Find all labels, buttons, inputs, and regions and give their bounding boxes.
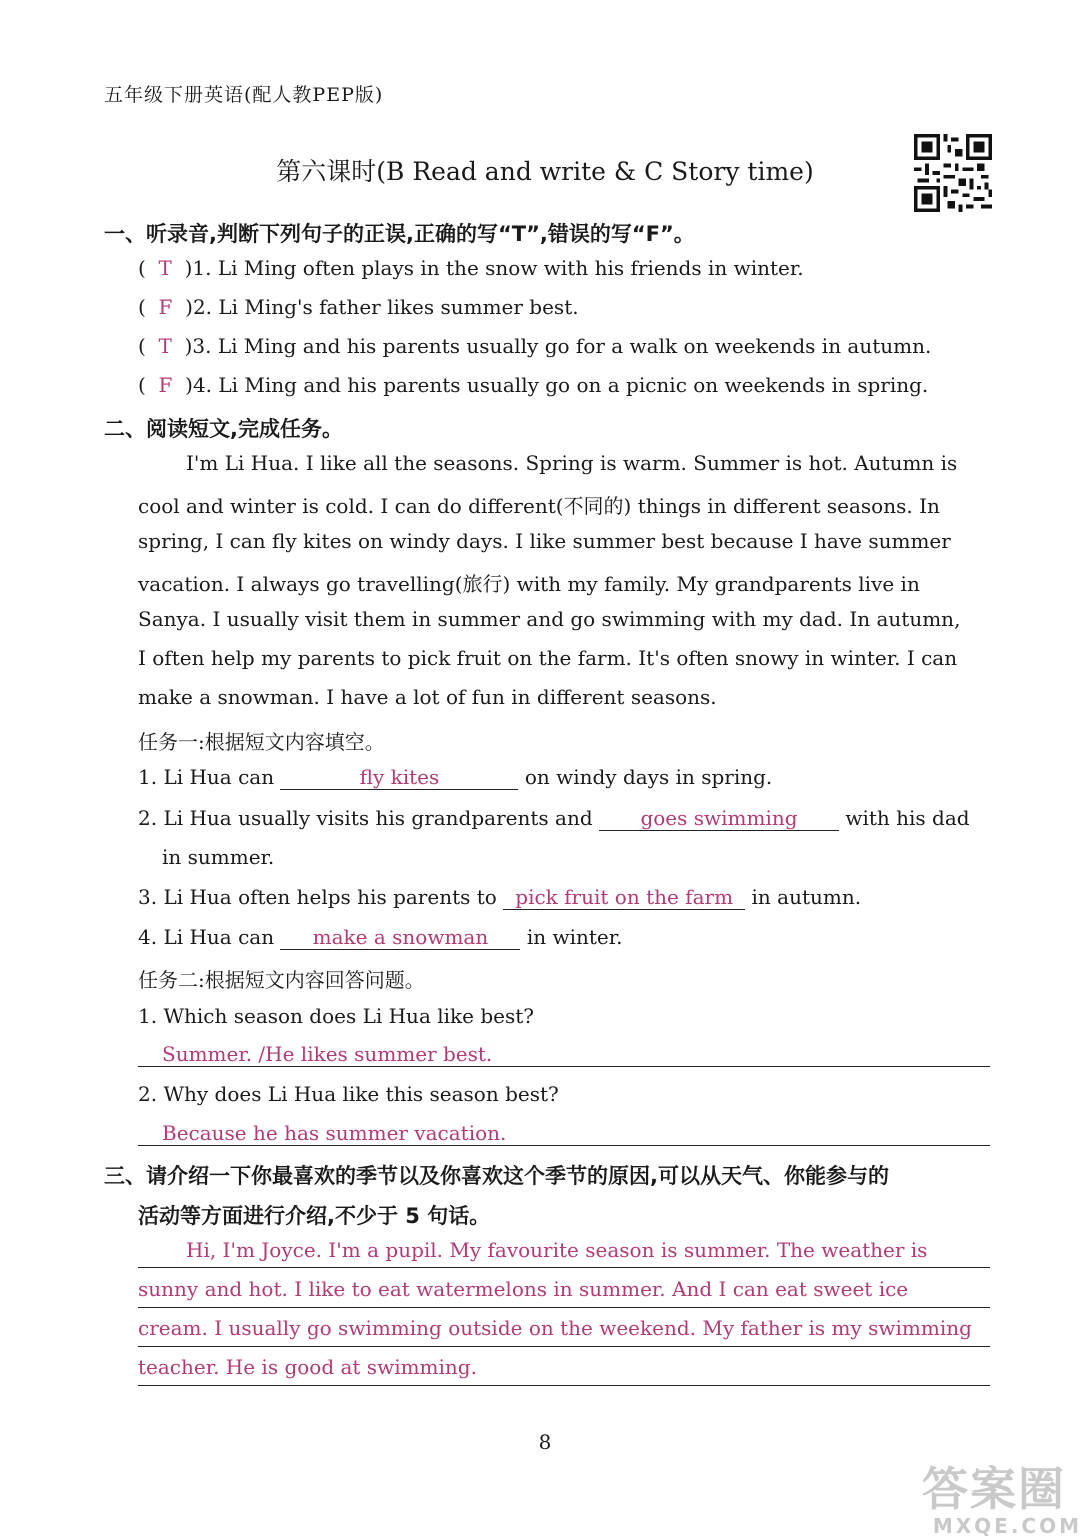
passage-line: I'm Li Hua. I like all the seasons. Spring is warm. Summer is hot. Autumn is [186, 451, 958, 475]
task-2-heading: 任务二:根据短文内容回答问题。 [138, 968, 425, 992]
composition-line: Hi, I'm Joyce. I'm a pupil. My favourite season is summer. The weather is [138, 1238, 990, 1268]
fill-question-2-cont: in summer. [162, 845, 275, 869]
fill-answer-4: make a snowman [280, 925, 520, 950]
passage-line: vacation. I always go travelling(旅行) with my family. My grandparents live in [138, 572, 920, 596]
answer-line-2: Because he has summer vacation. [138, 1121, 990, 1146]
fill-question-2: 2. Li Hua usually visits his grandparents and goes swimming with his dad [138, 806, 970, 830]
tf-item-4: ( F )4. Li Ming and his parents usually go on a picnic on weekends in spring. [138, 373, 929, 397]
reading-passage [138, 451, 990, 731]
section-1-heading: 一、听录音,判断下列句子的正误,正确的写“T”,错误的写“F”。 [104, 222, 695, 246]
passage-line: make a snowman. I have a lot of fun in different seasons. [138, 685, 717, 709]
fill-question-1: 1. Li Hua can fly kites on windy days in spring. [138, 765, 773, 789]
answer-question-1: 1. Which season does Li Hua like best? [138, 1004, 534, 1028]
watermark-logo [922, 1464, 1082, 1538]
passage-line: cool and winter is cold. I can do different(不同的) things in different seasons. In [138, 494, 940, 518]
lesson-title: 第六课时(B Read and write & C Story time) [276, 157, 814, 186]
answer-question-2: 2. Why does Li Hua like this season best? [138, 1082, 559, 1106]
task-1-heading: 任务一:根据短文内容填空。 [138, 730, 385, 754]
fill-question-4: 4. Li Hua can make a snowman in winter. [138, 925, 623, 949]
composition-line: sunny and hot. I like to eat watermelons in summer. And I can eat sweet ice [138, 1277, 990, 1308]
tf-item-1: ( T )1. Li Ming often plays in the snow with his friends in winter. [138, 256, 804, 280]
watermark-en: MXQE.COM [932, 1514, 1082, 1538]
fill-answer-1: fly kites [280, 765, 518, 790]
fill-answer-2: goes swimming [599, 806, 839, 831]
section-3-heading-line-1: 三、请介绍一下你最喜欢的季节以及你喜欢这个季节的原因,可以从天气、你能参与的 [104, 1164, 889, 1188]
book-header: 五年级下册英语(配人教PEP版) [104, 84, 384, 106]
section-2-heading: 二、阅读短文,完成任务。 [104, 417, 343, 441]
tf-answer: T [158, 256, 172, 280]
section-3-heading-line-2: 活动等方面进行介绍,不少于 5 句话。 [138, 1204, 491, 1228]
passage-line: Sanya. I usually visit them in summer and go swimming with my dad. In autumn, [138, 607, 961, 631]
composition-line: cream. I usually go swimming outside on the weekend. My father is my swimming [138, 1316, 990, 1347]
watermark-cn: 答案圈 [922, 1462, 1066, 1516]
qr-code-icon [914, 134, 992, 212]
passage-line: I often help my parents to pick fruit on the farm. It's often snowy in winter. I can [138, 646, 958, 670]
tf-item-2: ( F )2. Li Ming's father likes summer best. [138, 295, 579, 319]
fill-question-3: 3. Li Hua often helps his parents to pick fruit on the farm in autumn. [138, 885, 862, 909]
tf-answer: T [158, 334, 172, 358]
composition-line: teacher. He is good at swimming. [138, 1355, 990, 1386]
page-number: 8 [538, 1430, 552, 1454]
tf-answer: F [158, 373, 173, 397]
fill-answer-3: pick fruit on the farm [503, 885, 745, 910]
passage-line: spring, I can fly kites on windy days. I like summer best because I have summer [138, 529, 951, 553]
answer-line-1: Summer. /He likes summer best. [138, 1042, 990, 1067]
tf-answer: F [158, 295, 173, 319]
tf-item-3: ( T )3. Li Ming and his parents usually go for a walk on weekends in autumn. [138, 334, 932, 358]
